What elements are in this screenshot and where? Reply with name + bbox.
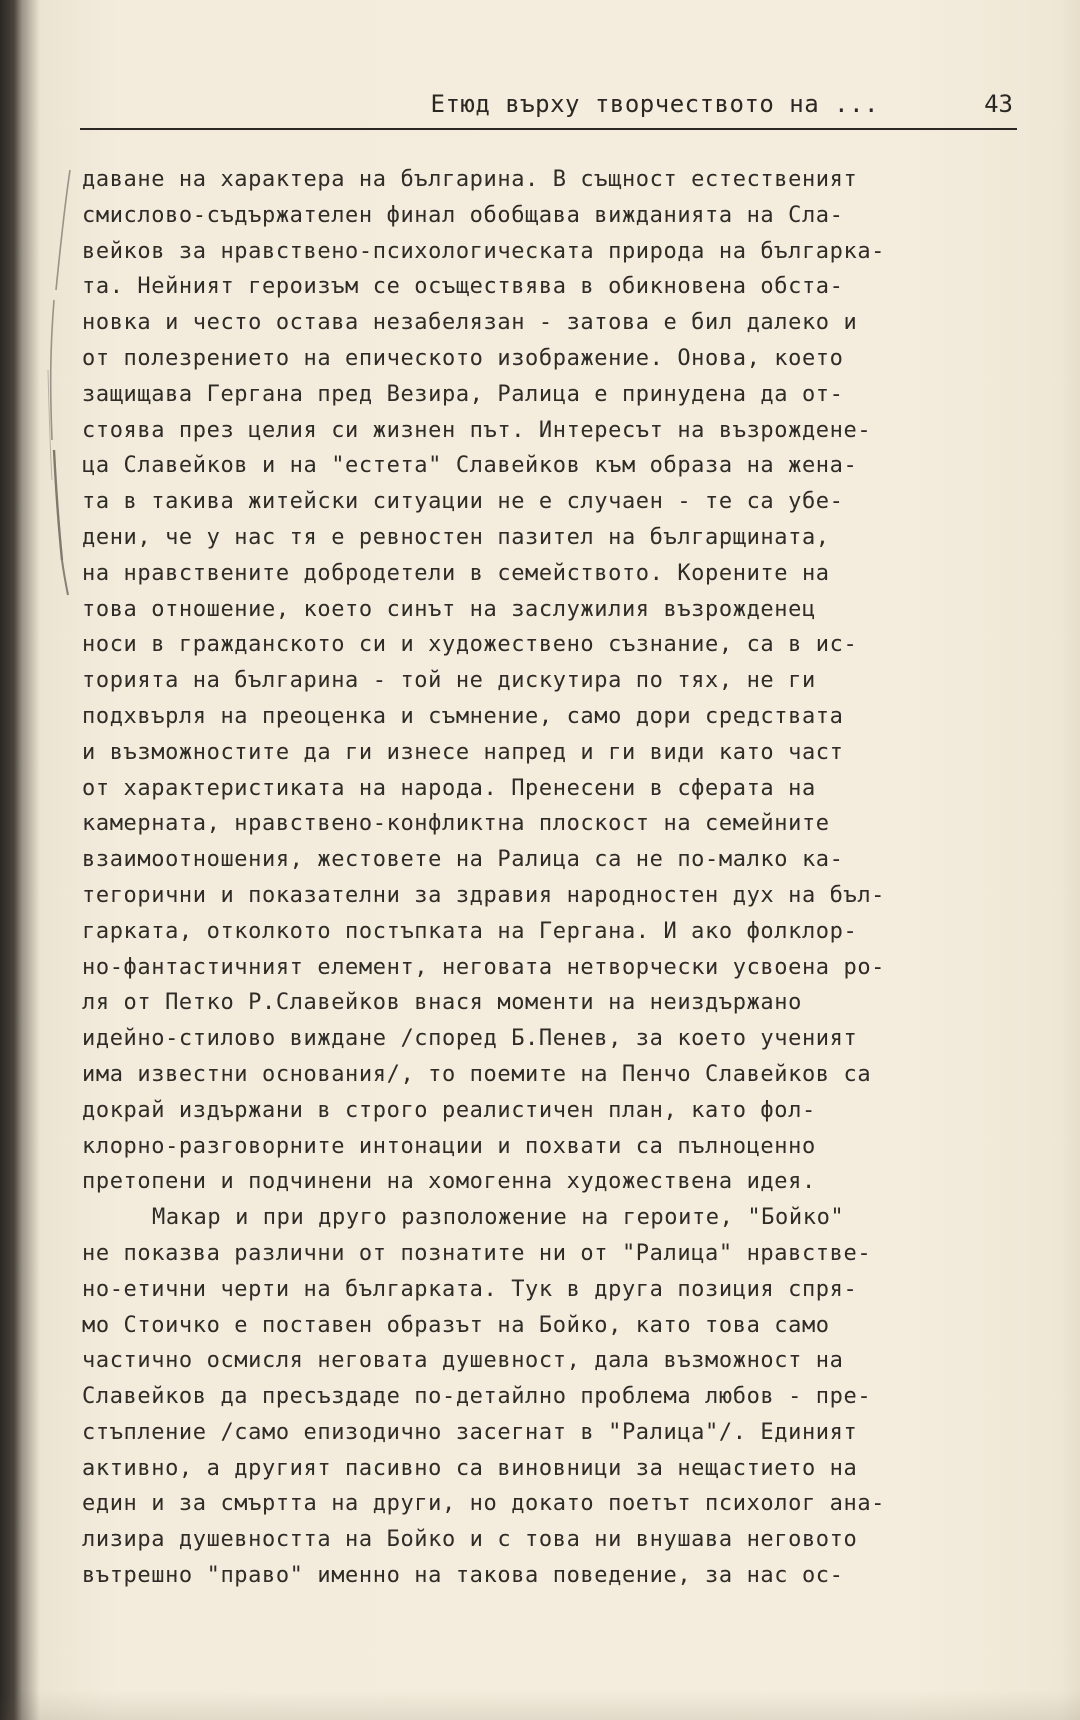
text-line: та в такива житейски ситуации не е случаен - те са убе-: [82, 489, 844, 515]
body-text: [82, 162, 1042, 1594]
text-line: Славейков да пресъздаде по-детайлно проблема любов - пре-: [82, 1384, 872, 1410]
text-line: защищава Гергана пред Везира, Ралица е принудена да от-: [82, 381, 844, 407]
text-line: даване на характера на българина. В същност естественият: [82, 167, 858, 192]
page-header: [80, 86, 1017, 130]
text-line: вейков за нравствено-психологическата природа на българка-: [82, 238, 886, 264]
text-line: клорно-разговорните интонации и похвати са пълноценно: [82, 1133, 816, 1159]
text-line: има известни основания/, то поемите на Пенчо Славейков са: [82, 1061, 872, 1087]
text-line: Макар и при друго разположение на героите, "Бойко": [152, 1205, 845, 1231]
text-line: лизира душевността на Бойко и с това ни внушава неговото: [82, 1527, 858, 1553]
text-line: торията на българина - той не дискутира по тях, не ги: [82, 668, 816, 694]
text-line: взаимоотношения, жестовете на Ралица са не по-малко ка-: [82, 847, 844, 873]
text-line: стъпление /само епизодично засегнат в "Ралица"/. Единият: [82, 1419, 858, 1445]
text-line: идейно-стилово виждане /според Б.Пенев, за което ученият: [82, 1026, 858, 1052]
text-line: ля от Петко Р.Славейков внася моменти на неиздържано: [82, 990, 802, 1016]
text-line: камерната, нравствено-конфликтна плоскост на семейните: [82, 811, 830, 837]
text-line: от характеристиката на народа. Пренесени в сферата на: [82, 775, 816, 801]
text-line: ца Славейков и на "естета" Славейков към образа на жена-: [82, 453, 858, 479]
margin-pencil-marks: [40, 150, 80, 610]
text-line: частично осмисля неговата душевност, дала възможност на: [82, 1348, 844, 1374]
text-line: но-фантастичният елемент, неговата нетворчески усвоена ро-: [82, 954, 886, 980]
text-line: това отношение, което синът на заслужилия възрожденец: [82, 596, 816, 622]
text-line: та. Нейният героизъм се осъществява в обикновена обста-: [82, 274, 844, 300]
text-line: и възможностите да ги изнесе напред и ги види като част: [82, 739, 844, 765]
text-line: един и за смъртта на други, но докато поетът психолог ана-: [82, 1491, 886, 1517]
text-line: новка и често остава незабелязан - затова е бил далеко и: [82, 310, 858, 336]
text-line: от полезрението на епическото изображение. Онова, което: [82, 345, 844, 371]
text-line: подхвърля на преоценка и съмнение, само дори средствата: [82, 703, 844, 729]
text-line: носи в гражданското си и художествено съзнание, са в ис-: [82, 632, 858, 658]
text-line: докрай издържани в строго реалистичен план, като фол-: [82, 1097, 816, 1123]
text-line: претопени и подчинени на хомогенна художествена идея.: [82, 1169, 816, 1195]
text-line: вътрешно "право" именно на такова поведение, за нас ос-: [82, 1563, 844, 1589]
text-line: но-етични черти на българката. Тук в друга позиция спря-: [82, 1276, 858, 1302]
pencil-line-icon: [40, 150, 80, 610]
text-line: гарката, отколкото постъпката на Гергана. И ако фолклор-: [82, 918, 858, 944]
text-line: стоява през целия си жизнен път. Интересът на възрождене-: [82, 417, 872, 443]
text-line: активно, а другият пасивно са виновници за нещастието на: [82, 1455, 858, 1481]
text-line: мо Стоичко е поставен образът на Бойко, като това само: [82, 1312, 830, 1338]
running-title: Етюд върху творчеството на ...: [430, 90, 879, 118]
text-line: тегорични и показателни за здравия народностен дух на бъл-: [82, 882, 886, 908]
text-line: смислово-съдържателен финал обобщава вижданията на Сла-: [82, 202, 844, 228]
page-number: 43: [984, 90, 1013, 118]
text-line: на нравствените добродетели в семейството. Корените на: [82, 560, 830, 586]
text-line: дени, че у нас тя е ревностен пазител на българщината,: [82, 524, 830, 550]
text-line: не показва различни от познатите ни от "Ралица" нравстве-: [82, 1240, 872, 1266]
